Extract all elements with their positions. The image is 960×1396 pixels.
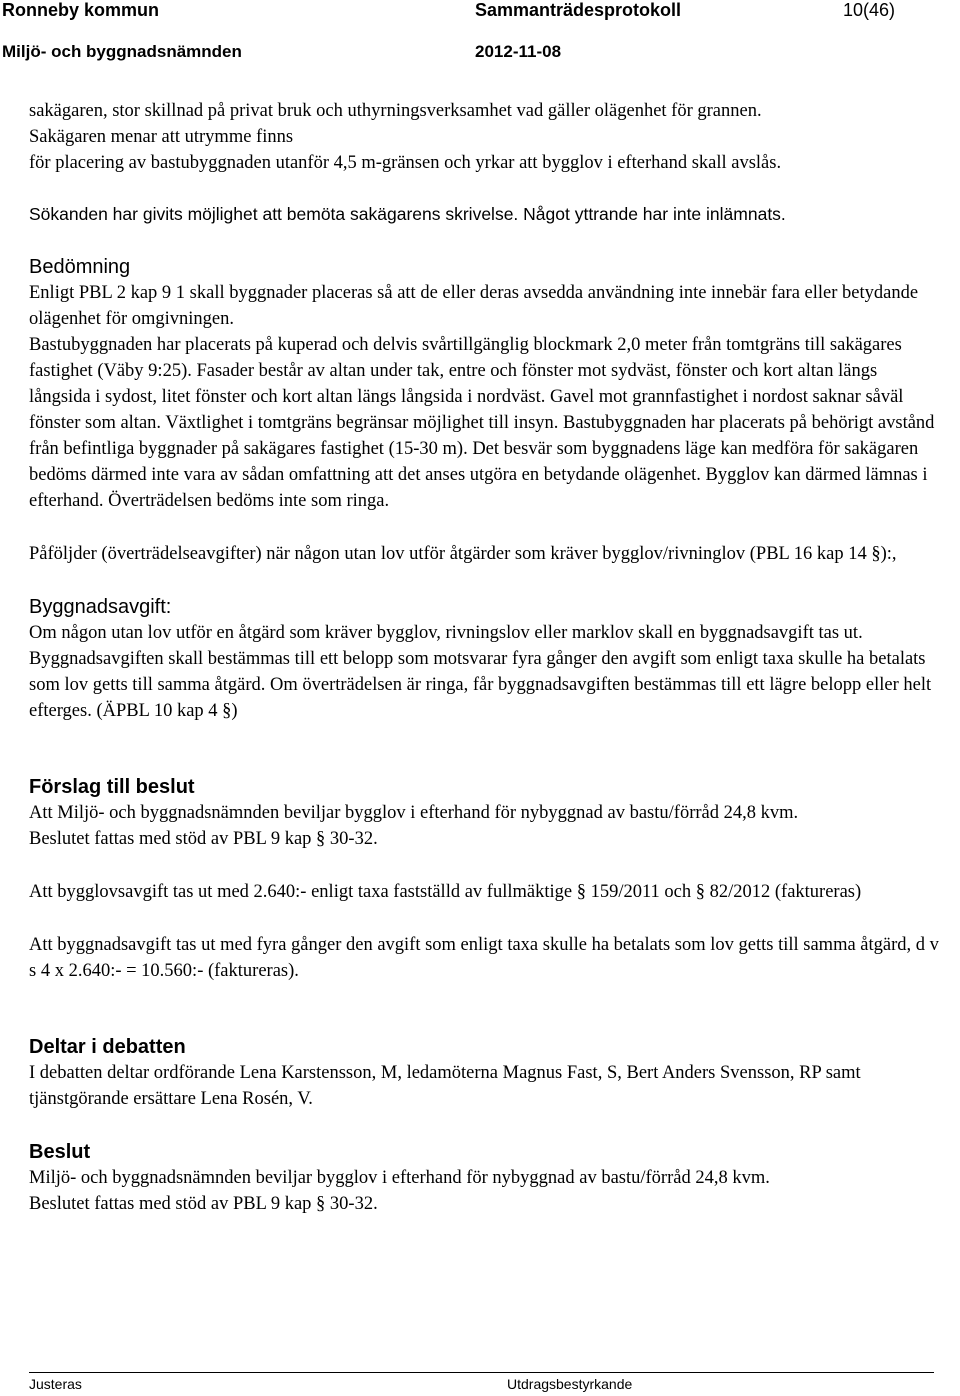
body-paragraph: I debatten deltar ordförande Lena Karstensson, M, ledamöterna Magnus Fast, S, Bert Anders Svensson, RP samt tjänstgörande ersättare Lena Rosén, V.	[29, 1063, 861, 1109]
section-heading-beslut: Beslut	[29, 1141, 91, 1163]
footer-utdragsbestyrkande: Utdragsbestyrkande	[507, 1376, 633, 1392]
body-paragraph: Miljö- och byggnadsnämnden beviljar bygglov i efterhand för nybyggnad av bastu/förråd 24,8 kvm.	[29, 1168, 770, 1188]
body-paragraph: Påföljder (överträdelseavgifter) när någon utan lov utför åtgärder som kräver bygglov/rivninglov (PBL 16 kap 14 §):,	[29, 544, 897, 564]
body-paragraph: Bastubyggnaden har placerats på kuperad och delvis svårtillgänglig blockmark 2,0 meter från tomtgräns till sakägares fastighet (Väby 9:25). Fasader består av altan under tak, entre och fönster mot sydväst, fönster och kort altan längs långsida i sydost, litet fönster och kort altan längs långsida i nordväst. Gavel mot grannfastighet i nordost saknar såväl fönster som altan. Växtlighet i tomtgräns begränsar möjlighet till insyn. Bastubyggnaden har placerats på behörigt avstånd från befintliga byggnader på sakägares fastighet (15-30 m). Det besvär som byggnadens läge kan medföra för sakägaren bedöms därmed inte vara av sådan omfattning att det anses utgöra en betydande olägenhet. Bygglov kan därmed lämnas i efterhand. Överträdelsen bedöms inte som ringa.	[29, 335, 935, 511]
document-type: Sammanträdesprotokoll	[475, 0, 682, 20]
body-paragraph: sakägaren, stor skillnad på privat bruk och uthyrningsverksamhet vad gäller olägenhet för grannen.	[29, 101, 762, 121]
meeting-date: 2012-11-08	[475, 42, 562, 61]
committee-name: Miljö- och byggnadsnämnden	[2, 42, 242, 61]
section-heading-forslag: Förslag till beslut	[29, 776, 195, 798]
page-header	[0, 0, 960, 70]
body-paragraph: Att Miljö- och byggnadsnämnden beviljar bygglov i efterhand för nybyggnad av bastu/förråd 24,8 kvm.	[29, 803, 799, 823]
footer-justeras: Justeras	[29, 1376, 82, 1392]
body-paragraph: Enligt PBL 2 kap 9 1 skall byggnader placeras så att de eller deras avsedda användning inte innebär fara eller betydande olägenhet för omgivningen.	[29, 283, 919, 329]
document-body	[29, 98, 941, 1217]
page-footer	[29, 1372, 934, 1396]
section-heading-bedomning: Bedömning	[29, 256, 131, 278]
body-paragraph: Sakägaren menar att utrymme finns	[29, 127, 294, 147]
body-paragraph: för placering av bastubyggnaden utanför 4,5 m-gränsen och yrkar att bygglov i efterhand skall avslås.	[29, 153, 782, 173]
body-paragraph: Beslutet fattas med stöd av PBL 9 kap § 30-32.	[29, 829, 378, 849]
body-paragraph: Om någon utan lov utför en åtgärd som kräver bygglov, rivningslov eller marklov skall en byggnadsavgift tas ut. Byggnadsavgiften skall bestämmas till ett belopp som motsvarar fyra gånger den avgift som enligt taxa skulle ha betalats som lov getts till samma åtgärd. Om överträdelsen är ringa, får byggnadsavgiften bestämmas till ett lägre belopp eller helt efterges. (ÄPBL 10 kap 4 §)	[29, 623, 932, 721]
municipality-name: Ronneby kommun	[2, 0, 160, 20]
body-paragraph: Att byggnadsavgift tas ut med fyra gånger den avgift som enligt taxa skulle ha betalats som lov getts till samma åtgärd, d v s 4 x 2.640:- = 10.560:- (faktureras).	[29, 935, 939, 981]
body-paragraph: Beslutet fattas med stöd av PBL 9 kap § 30-32.	[29, 1194, 378, 1214]
page-number: 10(46)	[843, 0, 896, 20]
body-paragraph: Sökanden har givits möjlighet att bemöta sakägarens skrivelse. Något yttrande har inte inlämnats.	[29, 204, 786, 224]
section-heading-deltar: Deltar i debatten	[29, 1036, 186, 1058]
section-heading-byggnadsavgift: Byggnadsavgift:	[29, 596, 172, 618]
body-paragraph: Att bygglovsavgift tas ut med 2.640:- enligt taxa fastställd av fullmäktige § 159/2011 och § 82/2012 (faktureras)	[29, 882, 862, 902]
